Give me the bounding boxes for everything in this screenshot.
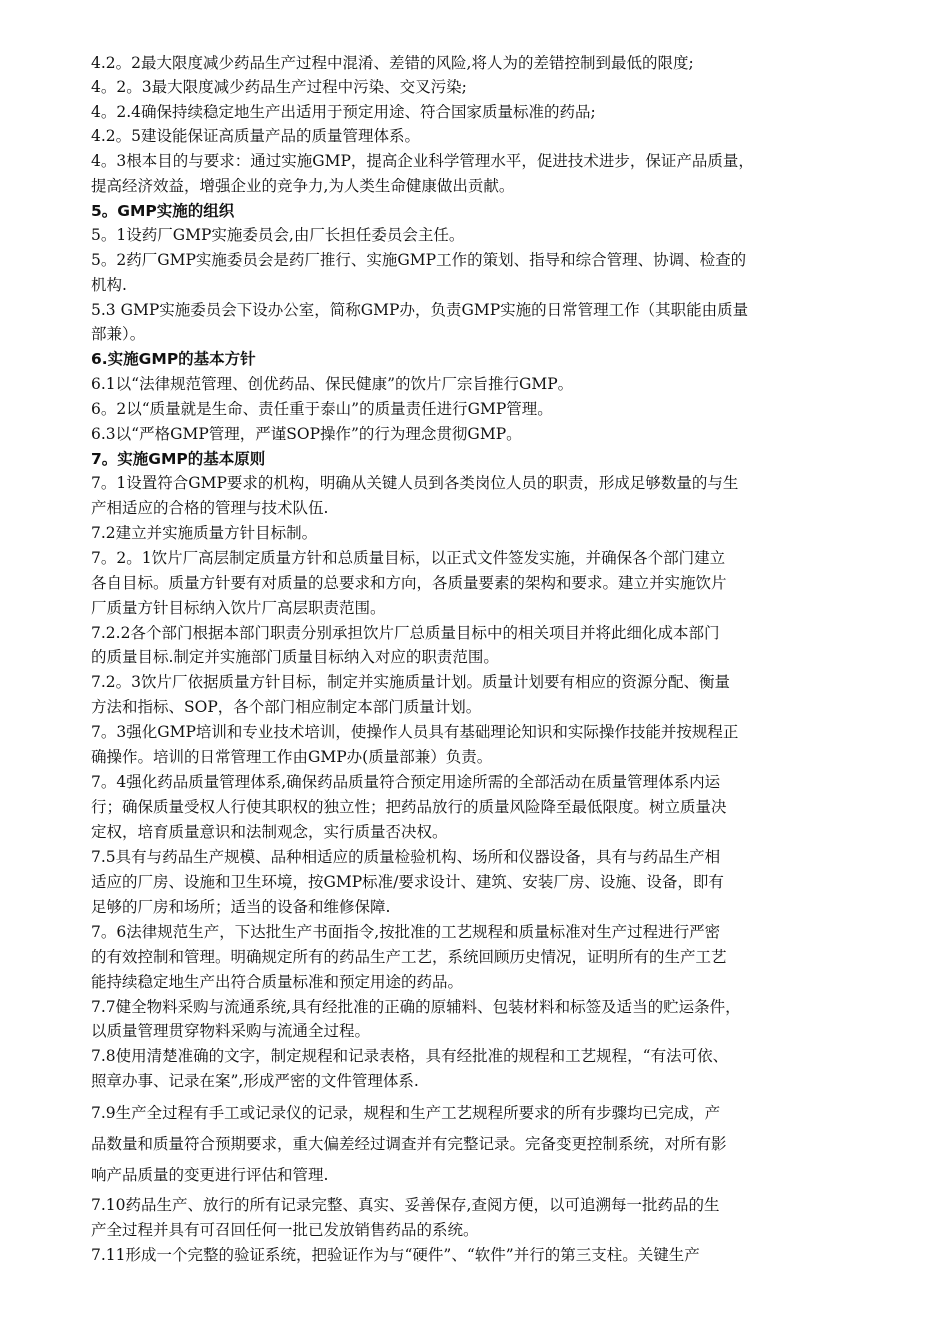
text-line: 7。3强化GMP培训和专业技术培训，使操作人员具有基础理论知识和实际操作技能并按规程正 [91, 723, 739, 741]
text-line: 方法和指标、SOP，各个部门相应制定本部门质量计划。 [91, 698, 482, 716]
text-line: 7.5具有与药品生产规模、品种相适应的质量检验机构、场所和仪器设备，具有与药品生产相 [91, 848, 721, 866]
text-line: 适应的厂房、设施和卫生环境，按GMP标准/要求设计、建筑、安装厂房、设施、设备，即有 [91, 873, 724, 891]
text-line: 5.3 GMP实施委员会下设办公室，简称GMP办，负责GMP实施的日常管理工作（其职能由质量 [91, 301, 749, 319]
text-line: 4。2。3最大限度减少药品生产过程中污染、交叉污染; [91, 78, 467, 96]
section-heading: 5。GMP实施的组织 [91, 202, 235, 220]
text-line: 足够的厂房和场所；适当的设备和维修保障. [91, 898, 391, 916]
text-line: 7.2.2各个部门根据本部门职责分别承担饮片厂总质量目标中的相关项目并将此细化成本部门 [91, 624, 720, 642]
text-line: 行；确保质量受权人行使其职权的独立性；把药品放行的质量风险降至最低限度。树立质量决 [91, 798, 727, 816]
text-line: 7。2。1饮片厂高层制定质量方针和总质量目标，以正式文件签发实施，并确保各个部门建立 [91, 549, 726, 567]
text-line: 6.3以“严格GMP管理，严谨SOP操作”的行为理念贯彻GMP。 [91, 425, 522, 443]
text-line: 的有效控制和管理。明确规定所有的药品生产工艺，系统回顾历史情况，证明所有的生产工艺 [91, 948, 727, 966]
text-line: 照章办事、记录在案”,形成严密的文件管理体系. [91, 1072, 419, 1090]
text-line: 厂质量方针目标纳入饮片厂高层职责范围。 [91, 599, 386, 617]
text-line: 7.8使用清楚准确的文字，制定规程和记录表格，具有经批准的规程和工艺规程，“有法可依、 [91, 1047, 729, 1065]
section-heading: 6.实施GMP的基本方针 [91, 350, 256, 368]
text-line: 7。1设置符合GMP要求的机构，明确从关键人员到各类岗位人员的职责，形成足够数量的与生 [91, 474, 739, 492]
text-line: 各自目标。质量方针要有对质量的总要求和方向，各质量要素的架构和要求。建立并实施饮片 [91, 574, 727, 592]
text-line: 7.11形成一个完整的验证系统，把验证作为与“硬件”、“软件”并行的第三支柱。关键生产 [91, 1246, 700, 1264]
text-line: 能持续稳定地生产出符合质量标准和预定用途的药品。 [91, 973, 464, 991]
text-line: 4。2.4确保持续稳定地生产出适用于预定用途、符合国家质量标准的药品; [91, 103, 596, 121]
text-line: 以质量管理贯穿物料采购与流通全过程。 [91, 1022, 371, 1040]
text-line: 4.2。2最大限度减少药品生产过程中混淆、差错的风险,将人为的差错控制到最低的限度; [91, 54, 694, 72]
text-line: 确操作。培训的日常管理工作由GMP办(质量部兼）负责。 [91, 748, 493, 766]
text-line: 响产品质量的变更进行评估和管理. [91, 1166, 329, 1184]
text-line: 5。1设药厂GMP实施委员会,由厂长担任委员会主任。 [91, 226, 465, 244]
text-line: 6。2以“质量就是生命、责任重于泰山”的质量责任进行GMP管理。 [91, 400, 553, 418]
text-line: 7.10药品生产、放行的所有记录完整、真实、妥善保存,查阅方便，以可追溯每一批药品的生 [91, 1196, 720, 1214]
text-line: 7.7健全物料采购与流通系统,具有经批准的正确的原辅料、包装材料和标签及适当的贮运条件， [91, 998, 741, 1016]
text-line: 提高经济效益，增强企业的竞争力,为人类生命健康做出贡献。 [91, 177, 515, 195]
text-line: 7.9生产全过程有手工或记录仪的记录，规程和生产工艺规程所要求的所有步骤均已完成，产 [91, 1104, 721, 1122]
text-line: 6.1以“法律规范管理、创优药品、保民健康”的饮片厂宗旨推行GMP。 [91, 375, 574, 393]
text-line: 7。4强化药品质量管理体系,确保药品质量符合预定用途所需的全部活动在质量管理体系内运 [91, 773, 721, 791]
text-line: 机构. [91, 276, 127, 294]
text-line: 7.2建立并实施质量方针目标制。 [91, 524, 318, 542]
text-line: 的质量目标.制定并实施部门质量目标纳入对应的职责范围。 [91, 648, 499, 666]
text-line: 部兼）。 [91, 325, 146, 343]
text-line: 品数量和质量符合预期要求，重大偏差经过调查并有完整记录。完备变更控制系统，对所有影 [91, 1135, 727, 1153]
text-line: 产相适应的合格的管理与技术队伍. [91, 499, 329, 517]
text-line: 4。3根本目的与要求：通过实施GMP，提高企业科学管理水平，促进技术进步，保证产品质量， [91, 152, 754, 170]
text-line: 定权，培育质量意识和法制观念，实行质量否决权。 [91, 823, 448, 841]
text-line: 5。2药厂GMP实施委员会是药厂推行、实施GMP工作的策划、指导和综合管理、协调、检查的 [91, 251, 747, 269]
text-line: 7。6法律规范生产，下达批生产书面指令,按批准的工艺规程和质量标准对生产过程进行严密 [91, 923, 721, 941]
text-line: 产全过程并具有可召回任何一批已发放销售药品的系统。 [91, 1221, 479, 1239]
text-line: 4.2。5建设能保证高质量产品的质量管理体系。 [91, 127, 421, 145]
section-heading: 7。实施GMP的基本原则 [91, 450, 266, 468]
text-line: 7.2。3饮片厂依据质量方针目标，制定并实施质量计划。质量计划要有相应的资源分配、衡量 [91, 673, 731, 691]
